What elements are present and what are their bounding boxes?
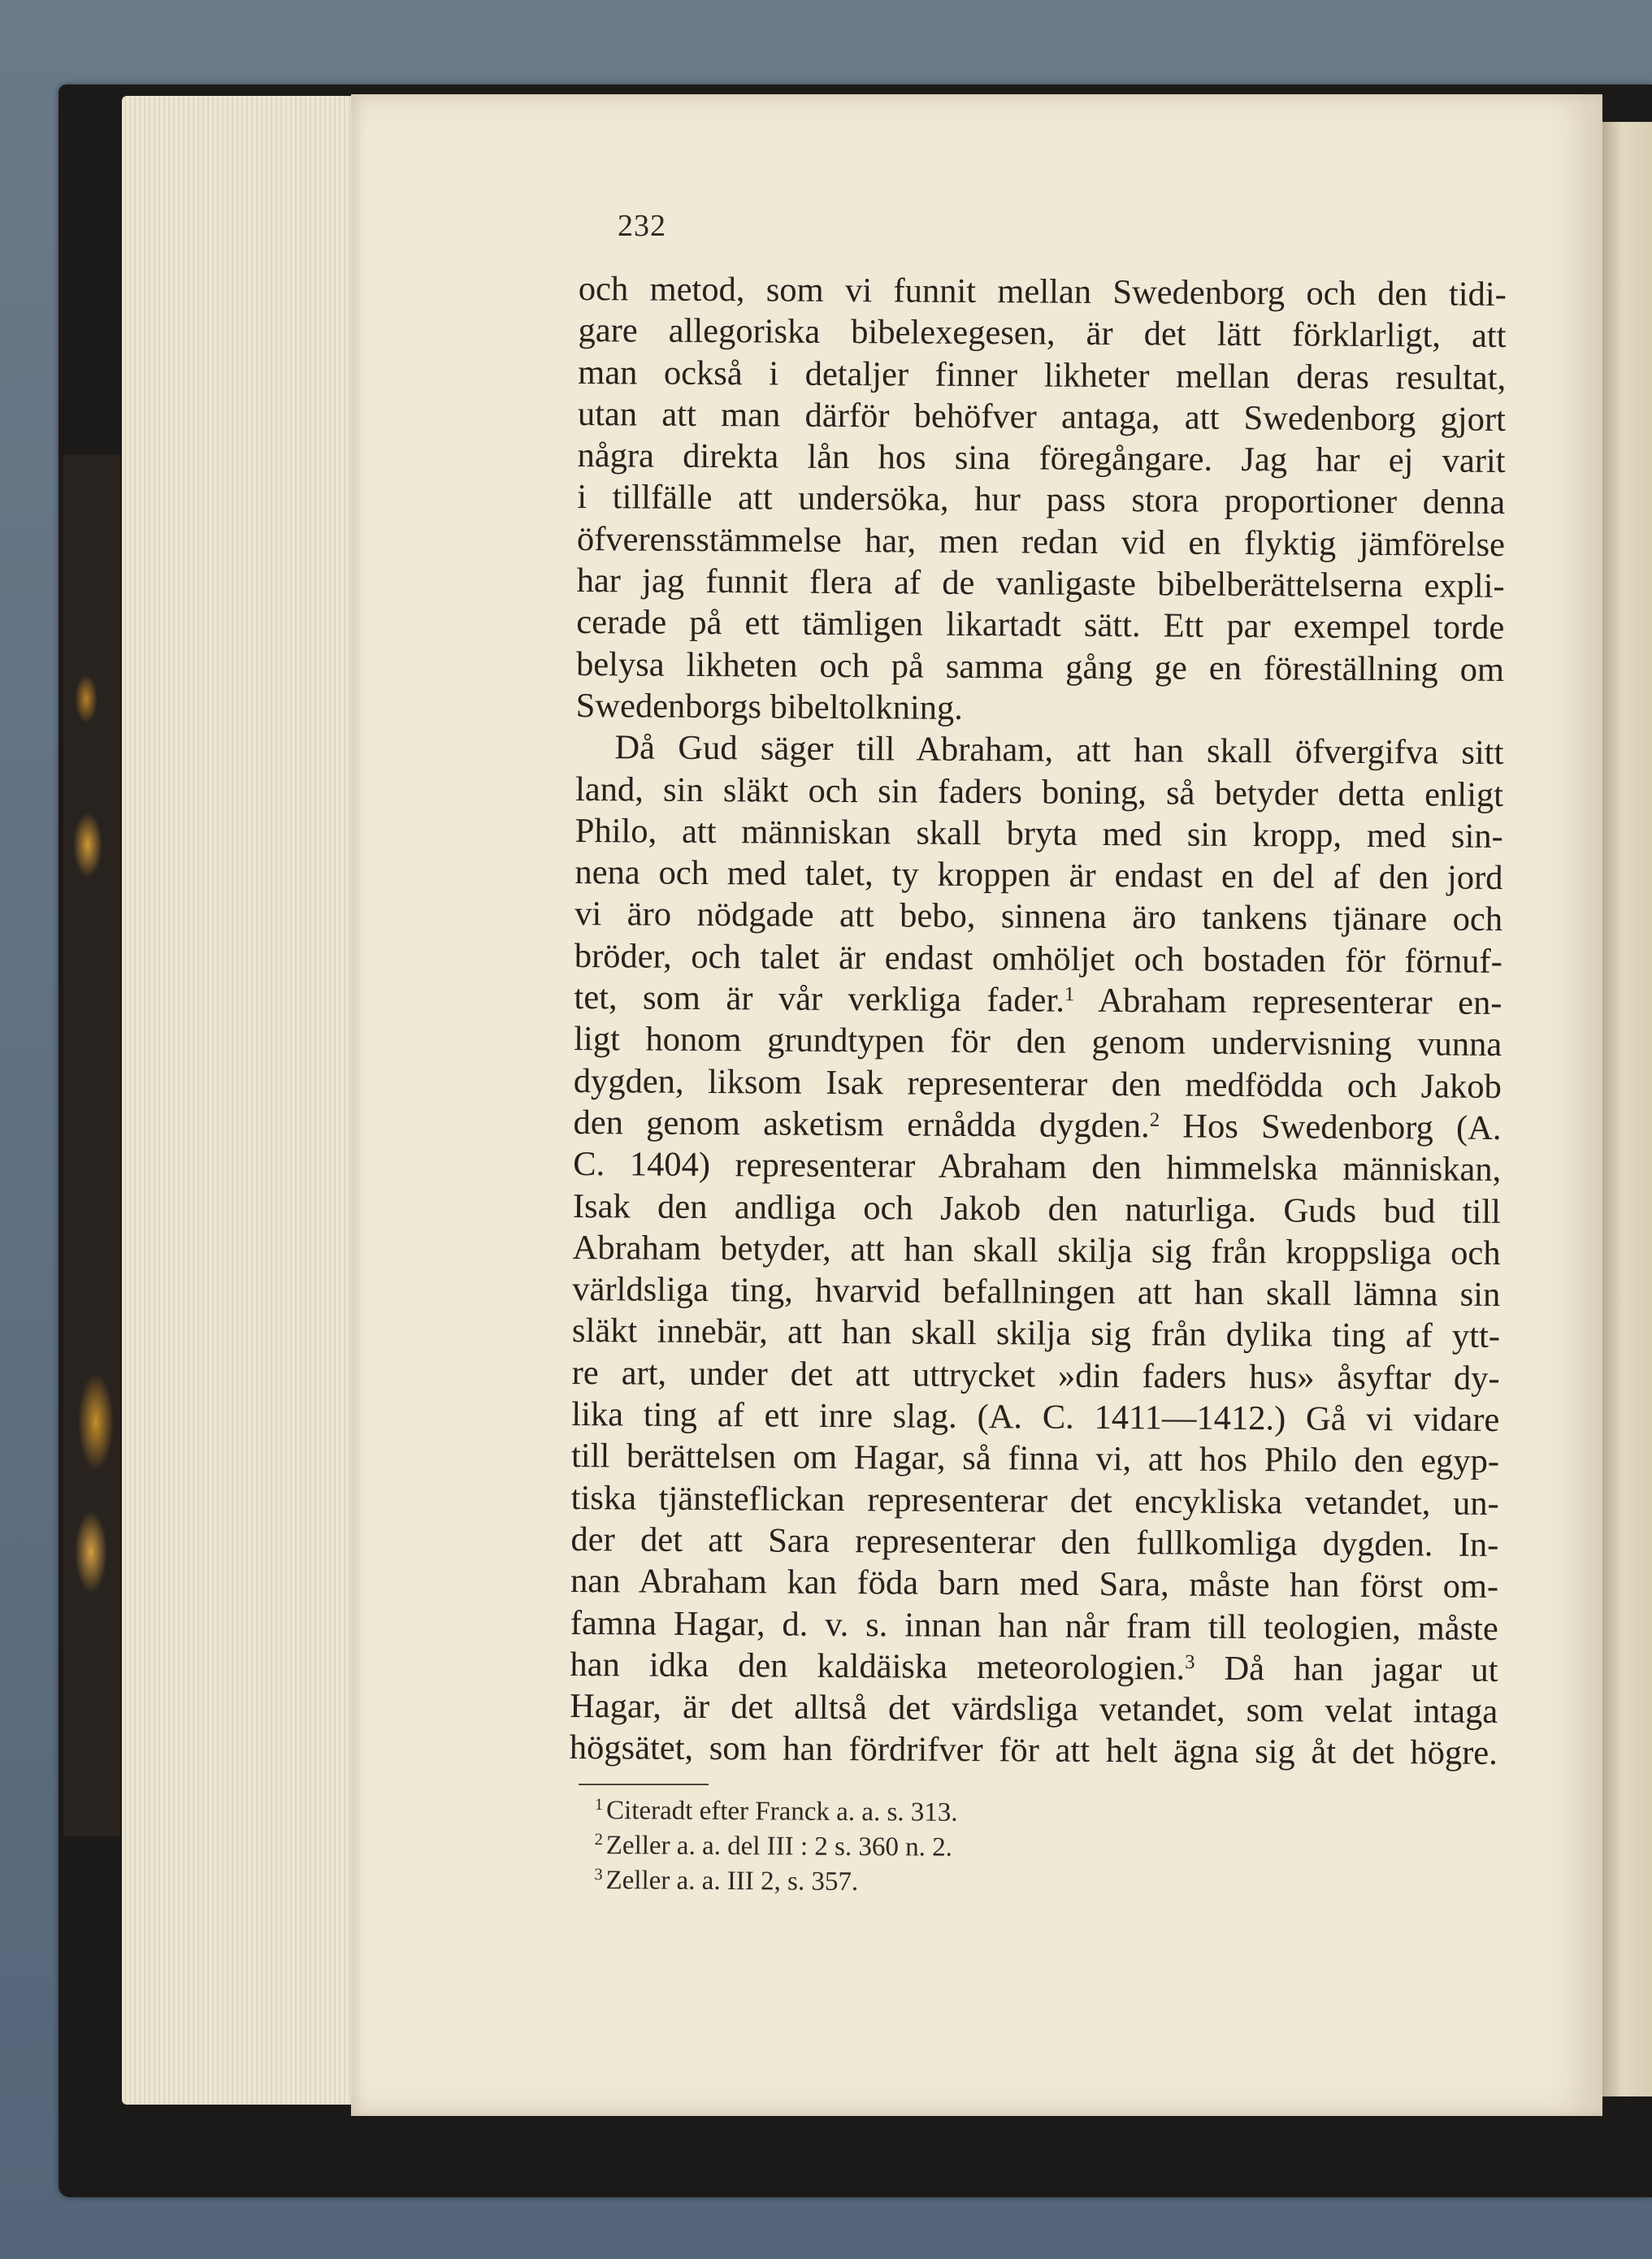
footnote-mark: 1 xyxy=(594,1795,604,1814)
text-line: några direkta lån hos sina föregångare. Jag har ej varit xyxy=(577,436,1506,481)
text-line: släkt innebär, att han skall skilja sig från dylika ting af ytt- xyxy=(571,1312,1501,1356)
footnote-text: Zeller a. a. del III : 2 s. 360 n. 2. xyxy=(605,1831,953,1862)
text-segment: den genom asketism ernådda dygden. xyxy=(573,1103,1150,1146)
text-line: bröder, och talet är endast omhöljet och bostaden för förnuf- xyxy=(574,936,1502,981)
text-line: i tillfälle att undersöka, hur pass stora proportioner denna xyxy=(577,478,1506,522)
text-line: lika ting af ett inre slag. (A. C. 1411—1412.) Gå vi vidare xyxy=(571,1394,1500,1439)
text-line: C. 1404) representerar Abraham den himmelska människan, xyxy=(573,1145,1502,1190)
text-line: cerade på ett tämligen likartadt sätt. Ett par exempel torde xyxy=(576,603,1505,648)
facing-page-edge xyxy=(1602,122,1652,2096)
footnote xyxy=(594,1863,957,1901)
text-line: Isak den andliga och Jakob den naturliga. Guds bud till xyxy=(572,1186,1502,1231)
footnote-ref: 2 xyxy=(1149,1108,1160,1131)
text-line: nena och med talet, ty kroppen är endast en del af den jord xyxy=(575,853,1503,898)
page-number: 232 xyxy=(618,209,666,243)
text-line: man också i detaljer finner likheter mellan deras resultat, xyxy=(578,353,1507,397)
body-text xyxy=(570,268,1507,1775)
text-segment: Då han jagar ut xyxy=(1195,1649,1498,1689)
footnote-ref: 3 xyxy=(1185,1650,1195,1673)
text-line xyxy=(574,977,1502,1024)
text-line: famna Hagar, d. v. s. innan han når fram till teologien, måste xyxy=(570,1603,1498,1648)
footnote-ref: 1 xyxy=(1064,983,1075,1006)
text-line: nan Abraham kan föda barn med Sara, måste han först om- xyxy=(570,1562,1499,1606)
text-line: dygden, liksom Isak representerar den medfödda och Jakob xyxy=(573,1061,1502,1106)
text-line: Swedenborgs bibeltolkning. xyxy=(575,686,963,727)
marbled-endpaper xyxy=(63,455,120,1836)
text-line: utan att man därför behöfver antaga, att Swedenborg gjort xyxy=(577,394,1507,439)
footnote-text: Citeradt efter Franck a. a. s. 313. xyxy=(605,1796,958,1828)
text-segment: Abraham representerar en- xyxy=(1074,981,1502,1023)
footnote xyxy=(594,1828,957,1866)
footnote-mark: 2 xyxy=(594,1830,603,1849)
text-segment: han idka den kaldäiska meteorologien. xyxy=(570,1645,1186,1688)
text-line: och metod, som vi funnit mellan Swedenborg och den tidi- xyxy=(578,269,1507,314)
footnote-text: Zeller a. a. III 2, s. 357. xyxy=(605,1866,859,1897)
text-line: land, sin släkt och sin faders boning, så betyder detta enligt xyxy=(575,770,1504,814)
text-line: Philo, att människan skall bryta med sin kropp, med sin- xyxy=(575,811,1503,856)
footnote-rule xyxy=(579,1784,709,1785)
text-line: världsliga ting, hvarvid befallningen att han skall lämna sin xyxy=(572,1270,1501,1315)
text-line: ligt honom grundtypen för den genom undervisning vunna xyxy=(574,1020,1502,1064)
text-line: till berättelsen om Hagar, så finna vi, att hos Philo den egyp- xyxy=(570,1437,1500,1481)
text-line: tiska tjänsteflickan representerar det encykliska vetandet, un- xyxy=(570,1478,1499,1523)
footnotes xyxy=(594,1793,958,1901)
text-line: Då Gud säger till Abraham, att han skall öfvergifva sitt xyxy=(614,728,1504,773)
text-line: der det att Sara representerar den fullkomliga dygden. In- xyxy=(570,1520,1499,1564)
text-line xyxy=(570,1644,1498,1691)
text-line: öfverensstämmelse har, men redan vid en flyktig jämförelse xyxy=(576,519,1506,564)
footnote-mark: 3 xyxy=(594,1865,603,1884)
text-line: vi äro nödgade att bebo, sinnena äro tankens tjänare och xyxy=(575,895,1503,939)
text-line: Hagar, är det alltså det värdsliga vetandet, som velat intaga xyxy=(570,1687,1498,1732)
text-line: belysa likheten och på samma gång ge en föreställning om xyxy=(575,644,1505,689)
page-edges xyxy=(122,96,358,2105)
text-line: re art, under det att uttrycket »din faders hus» åsyftar dy- xyxy=(571,1353,1500,1398)
footnote xyxy=(595,1793,958,1831)
text-segment: Hos Swedenborg (A. xyxy=(1159,1107,1502,1147)
text-line: högsätet, som han fördrifver för att helt ägna sig åt det högre. xyxy=(569,1728,1498,1773)
text-line: har jag funnit flera af de vanligaste bibelberättelserna expli- xyxy=(576,561,1505,606)
text-line: Abraham betyder, att han skall skilja sig från kroppsliga och xyxy=(572,1228,1501,1273)
text-line: gare allegoriska bibelexegesen, är det lätt förklarligt, att xyxy=(578,311,1507,356)
text-segment: tet, som är vår verkliga fader. xyxy=(574,978,1065,1020)
text-line xyxy=(573,1102,1501,1149)
